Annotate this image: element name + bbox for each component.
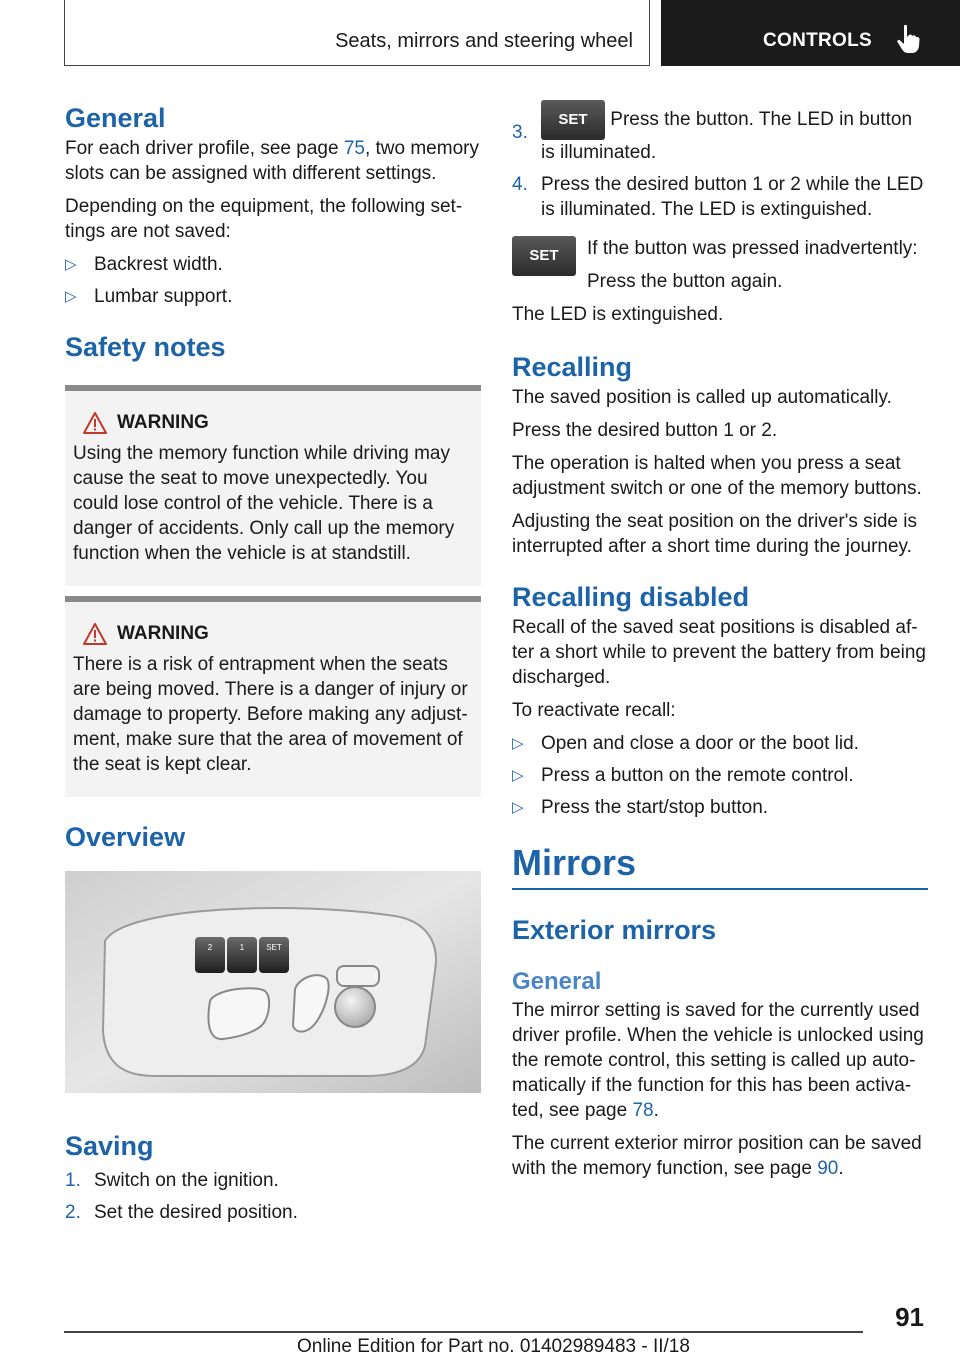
exterior-mirrors-heading: Exterior mirrors bbox=[512, 915, 717, 945]
mirrors-general-heading: General bbox=[512, 968, 602, 995]
recalling-paragraph: Press the desired button 1 or 2. bbox=[512, 420, 778, 441]
recalling-disabled-paragraph: Recall of the saved seat positions is disabled after a short while to prevent the battery from being discharged. bbox=[512, 617, 926, 688]
page-link-90[interactable]: 90 bbox=[817, 1158, 839, 1179]
reactivate-intro: To reactivate recall: bbox=[512, 700, 676, 721]
header-section-title: Seats, mirrors and steering wheel bbox=[335, 30, 633, 52]
list-item: 2. Set the desired position. bbox=[65, 1202, 298, 1223]
recalling-heading: Recalling bbox=[512, 352, 633, 382]
triangle-bullet-icon: ▷ bbox=[512, 799, 524, 816]
footer-rule bbox=[64, 1331, 863, 1333]
triangle-bullet-icon: ▷ bbox=[512, 767, 524, 784]
general-paragraph-1: For each driver profile, see page 75, two memory slots can be assigned with different settings. bbox=[65, 138, 479, 184]
set-button-icon: SET bbox=[541, 100, 605, 140]
inadvertent-note bbox=[512, 236, 928, 294]
footer-edition-text: Online Edition for Part no. 01402989483 - II/18 bbox=[297, 1336, 690, 1357]
mirrors-paragraph-1: The mirror setting is saved for the currently used driver profile. When the vehicle is unlocked using the remote control, this setting is called up automatically if the function for this has been activated, see page 78. bbox=[512, 1000, 924, 1121]
warning-title: WARNING bbox=[73, 622, 473, 646]
warning-box-2 bbox=[65, 596, 481, 797]
warning-triangle-icon bbox=[83, 623, 107, 645]
page-link-75[interactable]: 75 bbox=[343, 138, 365, 159]
recalling-paragraph: Adjusting the seat position on the driver's side is interrupted after a short time during the journey. bbox=[512, 511, 917, 557]
led-extinguished-text: The LED is extinguished. bbox=[512, 304, 724, 325]
right-column bbox=[512, 100, 928, 1181]
safety-notes-heading: Safety notes bbox=[65, 332, 226, 362]
saving-heading: Saving bbox=[65, 1131, 154, 1161]
triangle-bullet-icon: ▷ bbox=[512, 735, 524, 752]
list-item: ▷ Lumbar support. bbox=[65, 286, 233, 307]
general-heading: General bbox=[65, 103, 166, 133]
overview-heading: Overview bbox=[65, 822, 186, 852]
warning-box-1 bbox=[65, 385, 481, 586]
page-link-78[interactable]: 78 bbox=[632, 1100, 654, 1121]
warning-triangle-icon bbox=[83, 412, 107, 434]
mirrors-paragraph-2: The current exterior mirror position can be saved with the memory function, see page 90. bbox=[512, 1133, 922, 1179]
warning-text-1: Using the memory function while driving may cause the seat to move unexpectedly. You could lose control of the vehicle. There is a danger of accidents. Only call up the memory function when the vehicle is at standstill. bbox=[73, 443, 455, 564]
list-item: 1. Switch on the ignition. bbox=[65, 1170, 279, 1191]
header-section-box bbox=[64, 0, 650, 66]
not-saved-list bbox=[65, 252, 481, 309]
mirrors-heading: Mirrors bbox=[512, 842, 637, 883]
warning-text-2: There is a risk of entrapment when the seats are being moved. There is a danger of injury or damage to property. Before making any adjustment, make sure that the area of movement of the seat is kept clear. bbox=[73, 654, 468, 775]
seat-memory-buttons-photo bbox=[65, 871, 481, 1093]
list-item: ▷ Open and close a door or the boot lid. bbox=[512, 733, 859, 754]
photo-button-label: 1 bbox=[239, 943, 245, 952]
list-item: ▷ Press the start/stop button. bbox=[512, 797, 769, 818]
recalling-paragraph: The saved position is called up automatically. bbox=[512, 387, 892, 408]
reactivate-list bbox=[512, 731, 928, 820]
triangle-bullet-icon: ▷ bbox=[65, 256, 77, 273]
saving-steps-continued bbox=[512, 100, 928, 222]
mirrors-heading-rule bbox=[512, 888, 928, 890]
warning-title: WARNING bbox=[73, 411, 473, 435]
general-paragraph-2: Depending on the equipment, the following settings are not saved: bbox=[65, 196, 463, 242]
saving-steps bbox=[65, 1168, 481, 1225]
note-line-1: If the button was pressed inadvertently: bbox=[587, 238, 918, 259]
recalling-paragraph: The operation is halted when you press a seat adjustment switch or one of the memory buttons. bbox=[512, 453, 922, 499]
set-button-icon: SET bbox=[512, 236, 576, 276]
photo-button-label: SET bbox=[266, 943, 282, 952]
recalling-disabled-heading: Recalling disabled bbox=[512, 582, 750, 612]
list-item: 3. SET Press the button. The LED in button is illuminated. bbox=[512, 100, 928, 165]
left-column bbox=[65, 100, 481, 1232]
note-line-2: Press the button again. bbox=[587, 271, 783, 292]
header-chapter-box bbox=[661, 0, 960, 66]
triangle-bullet-icon: ▷ bbox=[65, 288, 77, 305]
photo-button-label: 2 bbox=[207, 943, 213, 952]
list-item: ▷ Backrest width. bbox=[65, 254, 223, 275]
list-item: ▷ Press a button on the remote control. bbox=[512, 765, 854, 786]
page-number: 91 bbox=[895, 1302, 924, 1332]
list-item: 4. Press the desired button 1 or 2 while the LED is illuminated. The LED is extinguished. bbox=[512, 174, 924, 220]
pointing-hand-icon bbox=[895, 24, 921, 54]
header-chapter-title: CONTROLS bbox=[763, 30, 873, 51]
